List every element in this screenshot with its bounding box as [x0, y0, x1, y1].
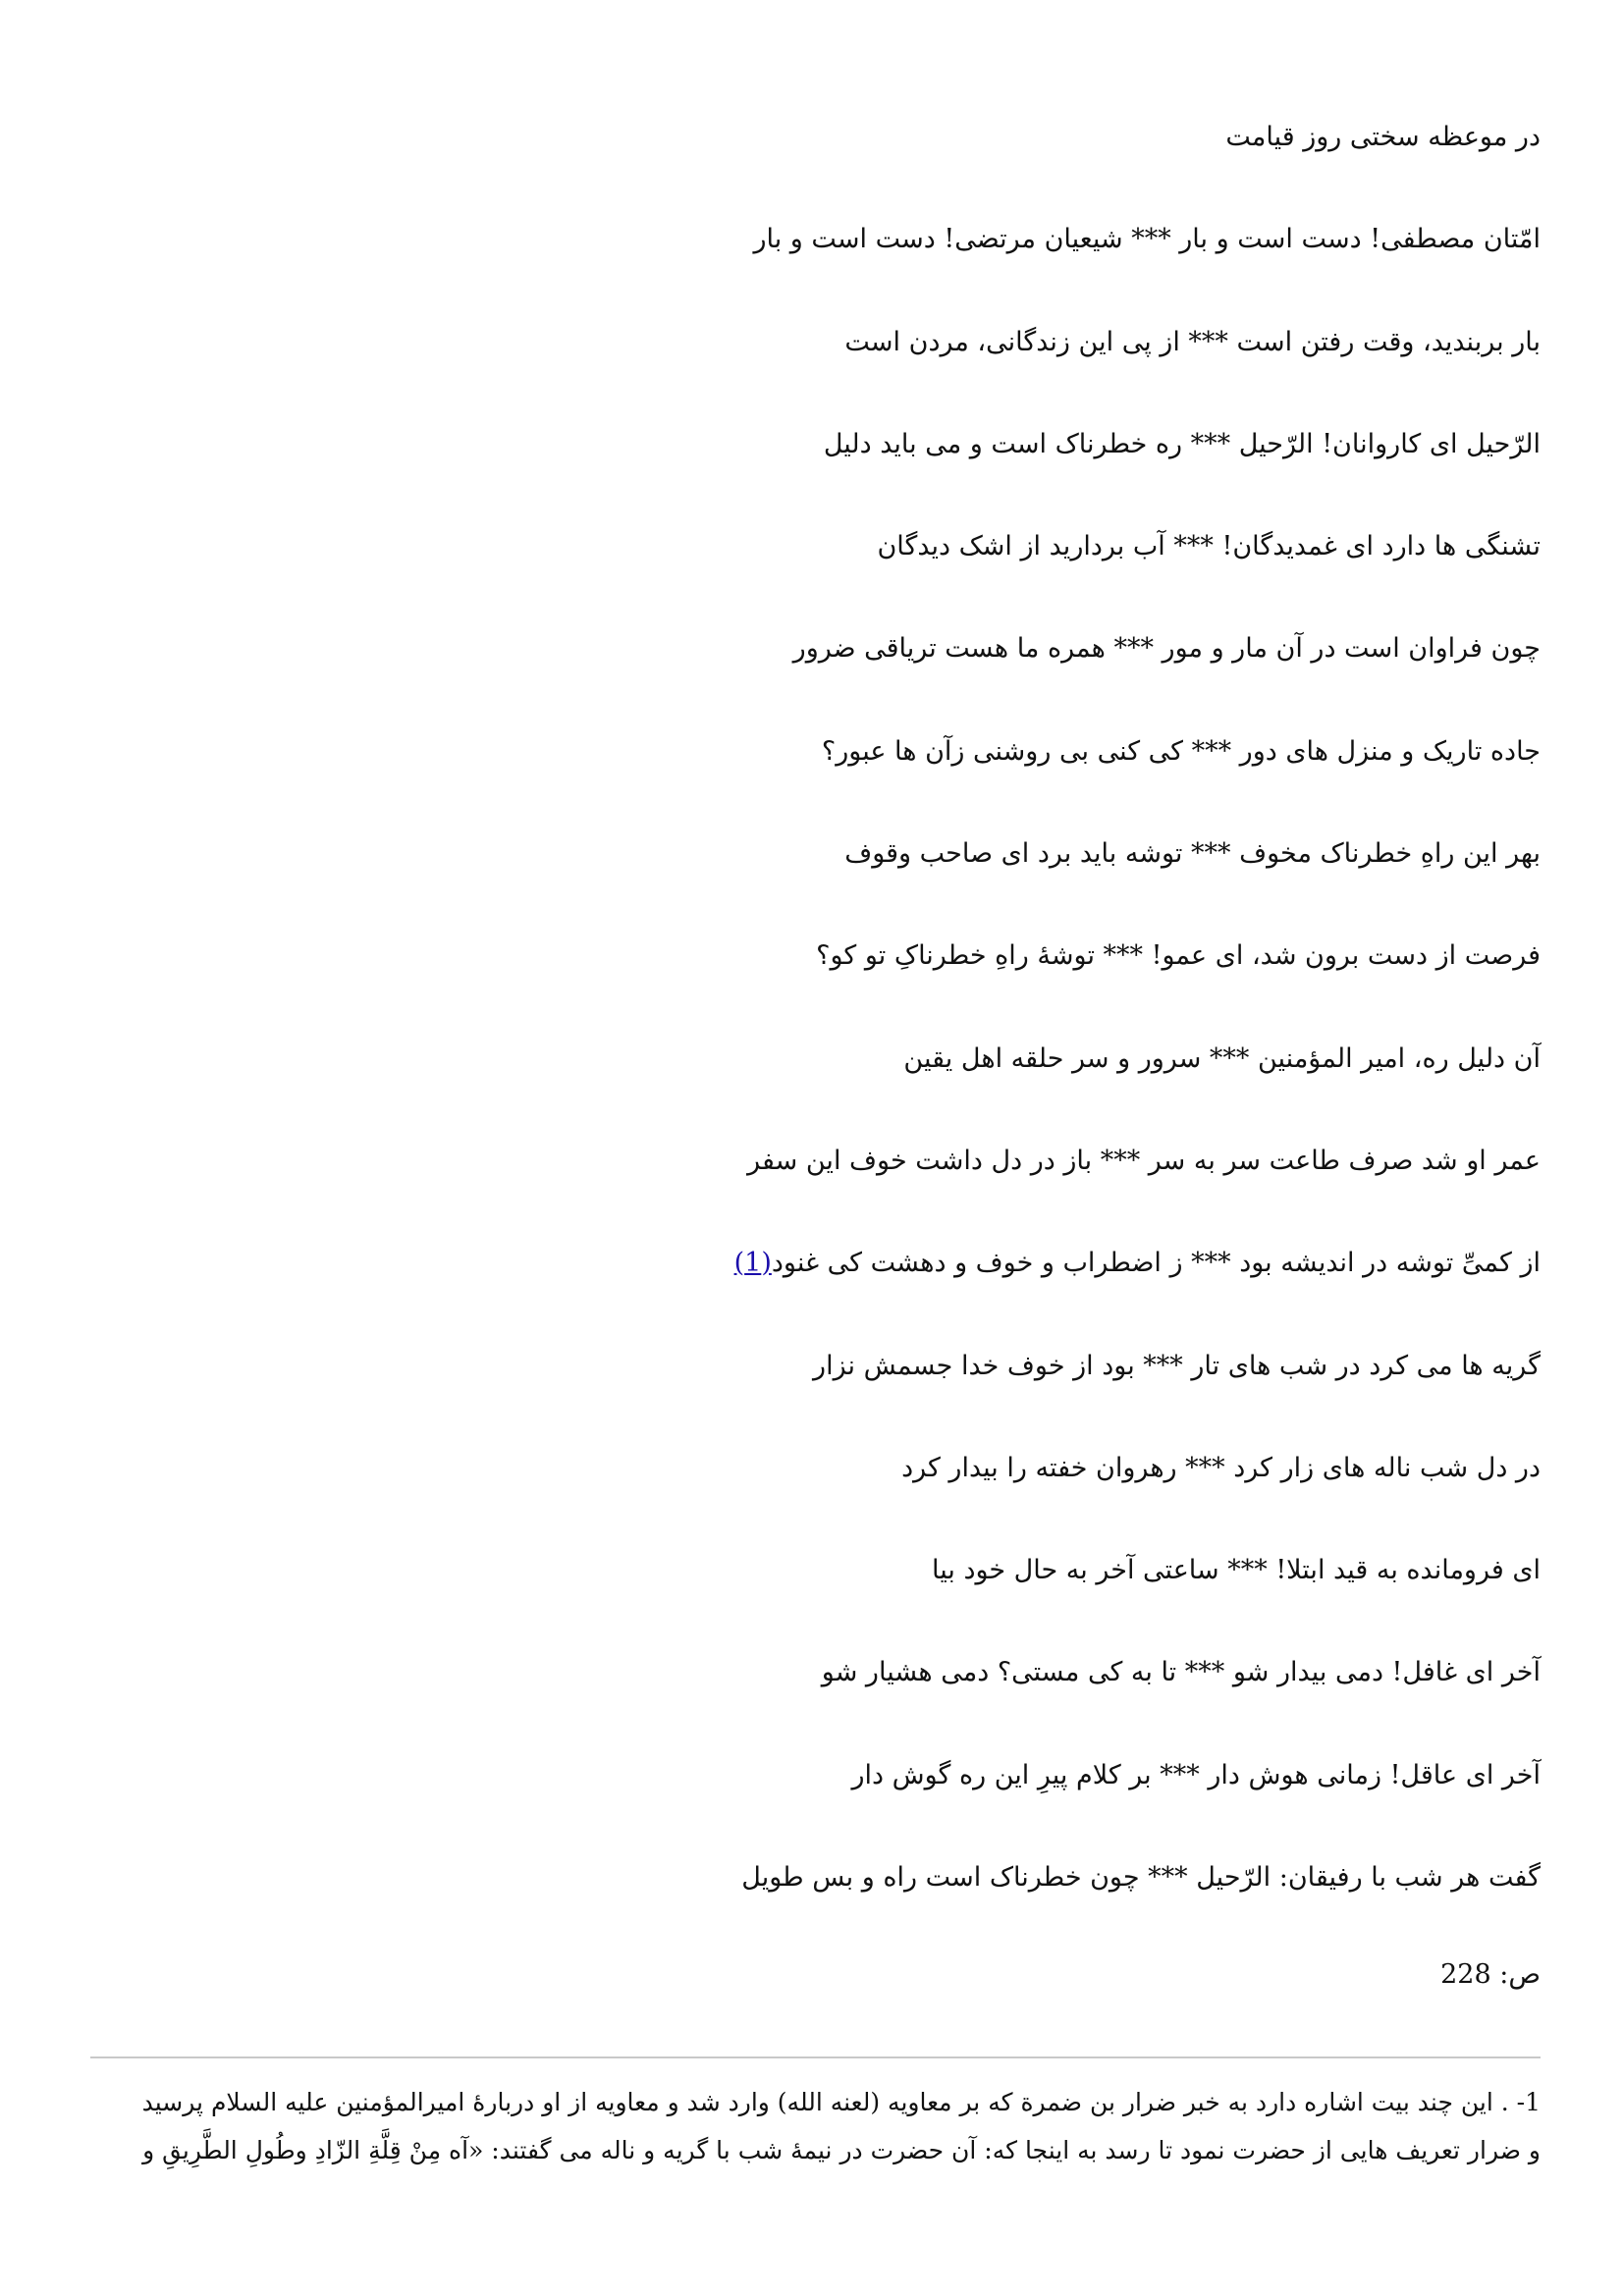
footnotes [78, 2085, 1541, 2181]
section-heading: در موعظه سختی روز قیامت [1225, 122, 1541, 152]
verse-line: گفت هر شب با رفیقان: الرّحیل *** چون خطرناک است راه و بس طویل [741, 1862, 1541, 1894]
footnote-link[interactable]: (1) [733, 1248, 772, 1279]
verse-line: بهر این راهِ خطرناک مخوف *** توشه باید برد ای صاحب وقوف [844, 838, 1541, 870]
verse-line: امّتان مصطفی! دست است و بار *** شیعیان مرتضی! دست است و بار [753, 224, 1541, 255]
poem-body [87, 120, 1541, 1962]
page-number: ص: 228 [1440, 1959, 1541, 1990]
verse-line: آخر ای غافل! دمی بیدار شو *** تا به کی مستی؟ دمی هشیار شو [821, 1657, 1541, 1688]
verse-line-with-footnote [87, 1246, 1541, 1281]
verse-line: جاده تاریک و منزل های دور *** کی کنی بی روشنی زآن ها عبور؟ [821, 735, 1541, 767]
verse-line: گریه ها می کرد در شب های تار *** بود از خوف خدا جسمش نزار [813, 1350, 1541, 1381]
verse-line: تشنگی ها دارد ای غمدیدگان! *** آب بردارید از اشک دیدگان [877, 531, 1541, 562]
verse-line: چون فراوان است در آن مار و مور *** همره ما هست تریاقی ضرور [792, 633, 1541, 665]
verse-line: ای فرومانده به قید ابتلا! *** ساعتی آخر به حال خود بیا [931, 1555, 1541, 1586]
verse-line: در دل شب ناله های زار کرد *** رهروان خفته را بیدار کرد [901, 1452, 1541, 1483]
verse-line: بار بربندید، وقت رفتن است *** از پی این زندگانی، مردن است [844, 326, 1541, 357]
verse-line: عمر او شد صرف طاعت سر به سر *** باز در دل داشت خوف این سفر [747, 1145, 1541, 1176]
verse-text: از کمیِّ توشه در اندیشه بود *** ز اضطراب و خوف و دهشت کی غنود [771, 1248, 1541, 1279]
footnote-line: 1- . این چند بیت اشاره دارد به خبر ضرار بن ضمرة که بر معاویه (لعنه الله) وارد شد و معاویه از او دربارۀ امیرالمؤمنین علیه السلام پرسید [141, 2088, 1541, 2116]
verse-line: آن دلیل ره، امیر المؤمنین *** سرور و سر حلقه اهل یقین [903, 1042, 1541, 1074]
footnote-divider [90, 2056, 1541, 2058]
footnote-line: و ضرار تعریف هایی از حضرت نمود تا رسد به اینجا که: آن حضرت در نیمۀ شب با گریه و ناله می گفتند: «آه مِنْ قِلَّةِ الزّادِ وطُولِ الطَّرِیقِ و [142, 2136, 1541, 2164]
verse-line: آخر ای عاقل! زمانی هوش دار *** بر کلام پیرِ این ره گوش دار [851, 1759, 1541, 1790]
verse-line: الرّحیل ای کاروانان! الرّحیل *** ره خطرناک است و می باید دلیل [823, 428, 1541, 459]
verse-line: فرصت از دست برون شد، ای عمو! *** توشۀ راهِ خطرناکِ تو کو؟ [816, 940, 1541, 972]
